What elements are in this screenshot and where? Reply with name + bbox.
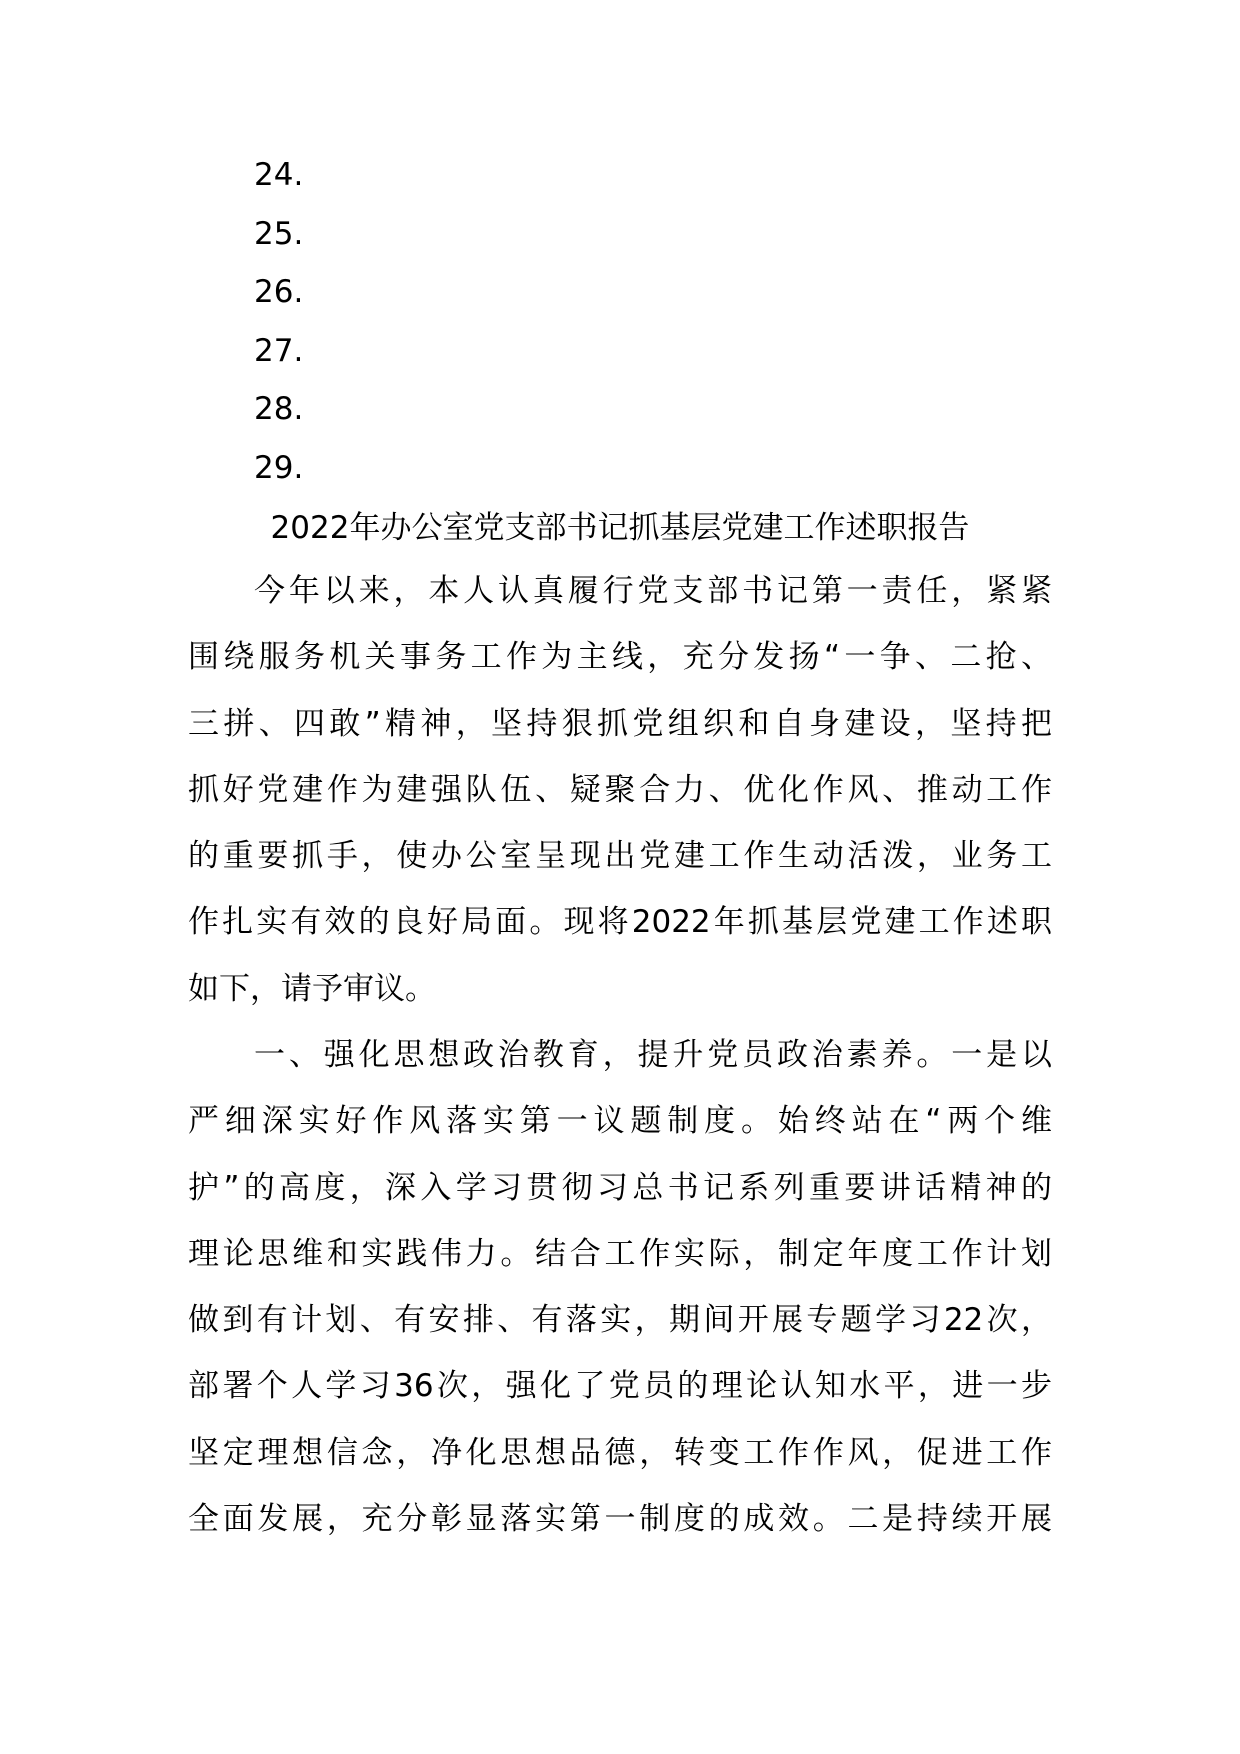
- document-title: 2022年办公室党支部书记抓基层党建工作述职报告: [270, 510, 970, 546]
- paragraph-line: 作扎实有效的良好局面。现将2022年抓基层党建工作述职: [188, 904, 1052, 941]
- paragraph-line: 如下，请予审议。: [188, 970, 436, 1007]
- paragraph-line: 全面发展，充分彰显落实第一制度的成效。二是持续开展: [188, 1501, 1052, 1538]
- paragraph-section-one: [188, 1022, 1052, 1552]
- list-item: 24.: [254, 157, 304, 193]
- list-item: 25.: [254, 215, 304, 252]
- paragraph-line: 三拼、四敢”精神，坚持狠抓党组织和自身建设，坚持把: [188, 705, 1052, 742]
- paragraph-line: 抓好党建作为建强队伍、疑聚合力、优化作风、推动工作: [188, 771, 1052, 808]
- paragraph-line: 严细深实好作风落实第一议题制度。始终站在“两个维: [188, 1103, 1052, 1140]
- paragraph-line: 一、强化思想政治教育，提升党员政治素养。一是以: [254, 1037, 1052, 1073]
- paragraph-line: 护”的高度，深入学习贯彻习总书记系列重要讲话精神的: [188, 1169, 1052, 1206]
- numbered-list: [254, 146, 303, 497]
- paragraph-line: 今年以来，本人认真履行党支部书记第一责任，紧紧: [254, 573, 1052, 609]
- paragraph-intro: [188, 558, 1052, 1022]
- paragraph-line: 围绕服务机关事务工作为主线，充分发扬“一争、二抢、: [188, 639, 1052, 676]
- paragraph-line: 坚定理想信念，净化思想品德，转变工作作风，促进工作: [188, 1434, 1052, 1471]
- list-item: 26.: [254, 274, 304, 310]
- paragraph-line: 做到有计划、有安排、有落实，期间开展专题学习22次，: [188, 1302, 1052, 1339]
- paragraph-line: 部署个人学习36次，强化了党员的理论认知水平，进一步: [188, 1368, 1052, 1405]
- list-item: 29.: [254, 449, 304, 486]
- list-item: 28.: [254, 391, 304, 427]
- list-item: 27.: [254, 332, 304, 369]
- paragraph-line: 理论思维和实践伟力。结合工作实际，制定年度工作计划: [188, 1235, 1052, 1272]
- paragraph-line: 的重要抓手，使办公室呈现出党建工作生动活泼，业务工: [188, 838, 1052, 875]
